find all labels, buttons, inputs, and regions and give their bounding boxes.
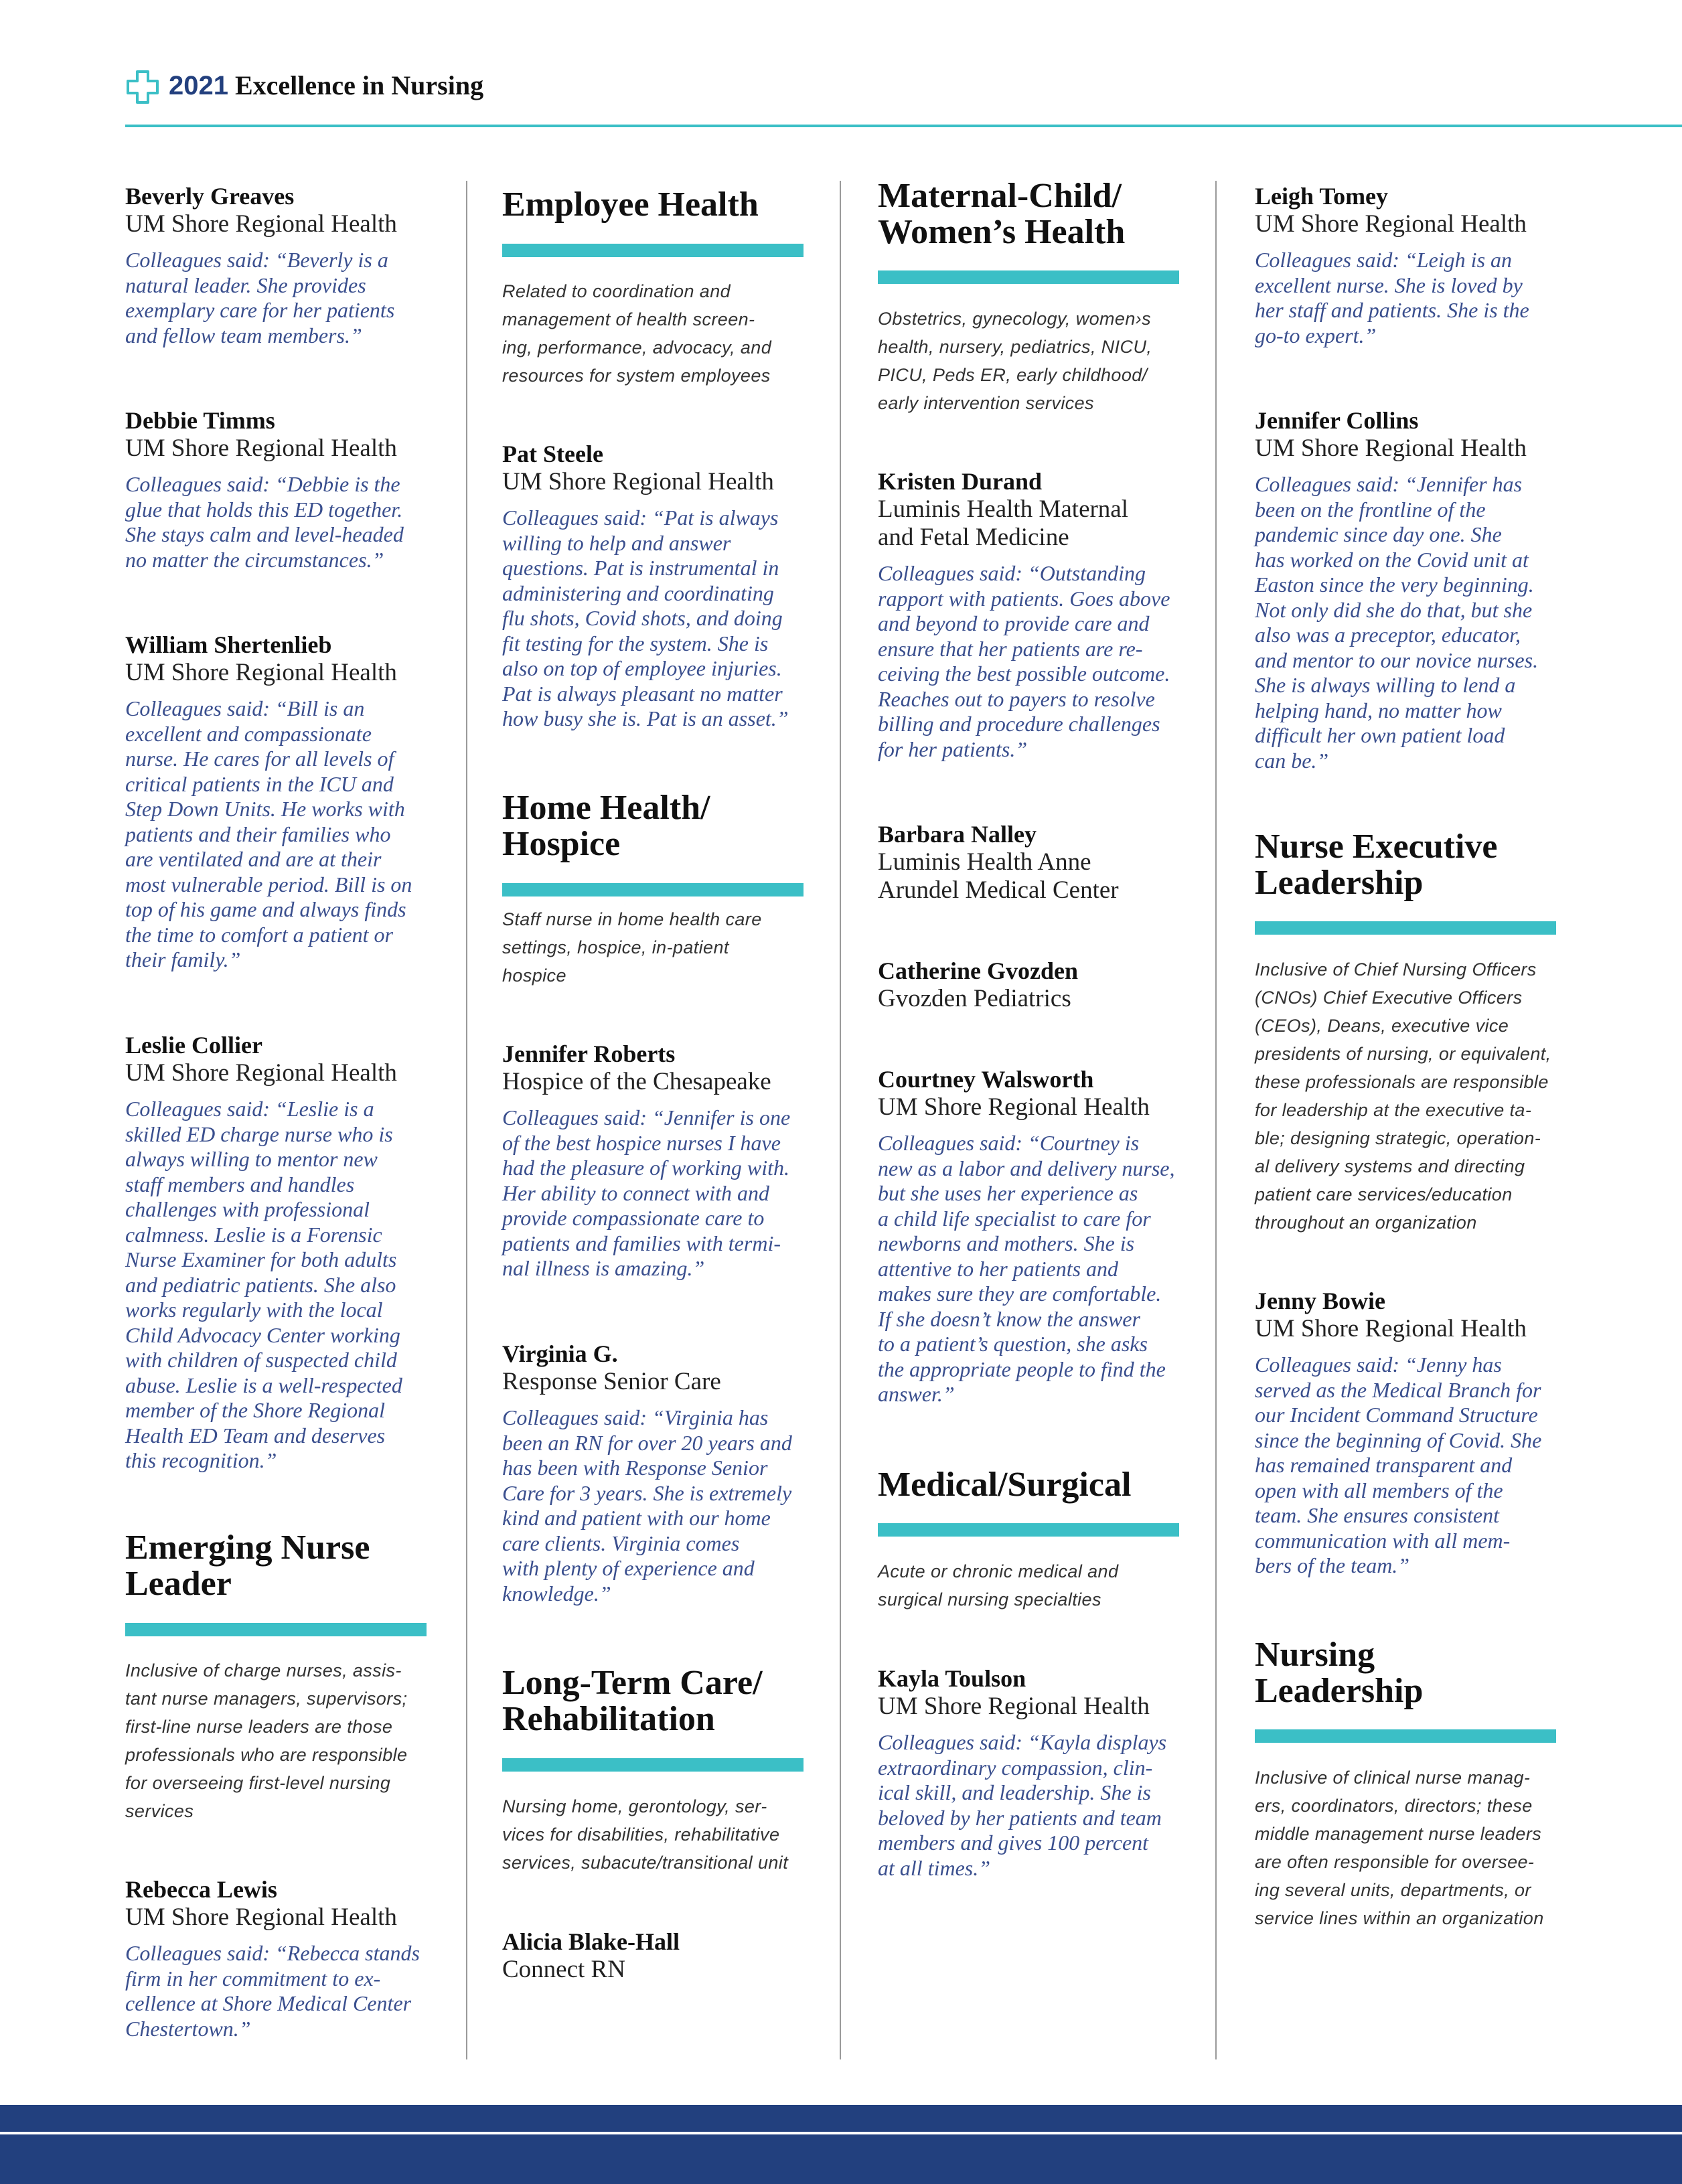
footer-band <box>0 2105 1682 2132</box>
honoree-org: Gvozden Pediatrics <box>878 985 1071 1012</box>
honoree-org: UM Shore Regional Health <box>878 1093 1150 1121</box>
honoree-entry <box>502 440 789 732</box>
honoree-name: Beverly Greaves <box>125 183 295 210</box>
honoree-entry <box>1255 182 1529 348</box>
category-bar <box>878 270 1179 284</box>
column-divider <box>1215 181 1217 2059</box>
honoree-name: Kristen Durand <box>878 468 1043 495</box>
honoree-entry <box>878 957 1078 1013</box>
honoree-name: Pat Steele <box>502 441 603 467</box>
honoree-name: William Shertenlieb <box>125 631 332 658</box>
category-bar <box>502 244 804 257</box>
honoree-quote: Colleagues said: “Kayla displays extraordinary compassion, clin- ical skill, and leadership. She is beloved by her patients and team members and gives 100 percent at all times.” <box>878 1730 1167 1880</box>
honoree-org: UM Shore Regional Health <box>502 468 774 495</box>
honoree-org: Luminis Health Anne Arundel Medical Center <box>878 848 1119 904</box>
category-heading: Nursing Leadership <box>1255 1636 1424 1710</box>
honoree-org: UM Shore Regional Health <box>1255 435 1527 462</box>
honoree-name: Barbara Nalley <box>878 821 1037 848</box>
category-heading: Emerging Nurse Leader <box>125 1529 370 1603</box>
honoree-entry <box>502 1340 792 1606</box>
category-description: Inclusive of Chief Nursing Officers (CNOs) Chief Executive Officers (CEOs), Deans, executive vice presidents of nursing, or equivalent, these professionals are responsible for leadership at the executive ta- ble; designing strategic, operation- al delivery systems and directing patient care services/education throughout an organization <box>1255 959 1551 1233</box>
honoree-org: UM Shore Regional Health <box>125 1059 397 1087</box>
honoree-entry <box>502 1040 790 1281</box>
category-heading: Maternal-Child/ Women’s Health <box>878 177 1126 251</box>
honoree-quote: Colleagues said: “Outstanding rapport with patients. Goes above and beyond to provide care and ensure that her patients are re- ceiving the best possible outcome. Reaches out to payers to resolve billing and procedure challenges for her patients.” <box>878 561 1170 761</box>
honoree-entry <box>1255 1287 1541 1579</box>
honoree-name: Virginia G. <box>502 1340 618 1367</box>
page-title <box>169 70 483 101</box>
honoree-quote: Colleagues said: “Bill is an excellent and compassionate nurse. He cares for all levels of critical patients in the ICU and Step Down Units. He works with patients and their families who are ventilated and are at their most vulnerable period. Bill is on top of his game and always finds the time to comfort a patient or their family.” <box>125 696 412 971</box>
category-description: Acute or chronic medical and surgical nursing specialties <box>878 1561 1119 1610</box>
category-bar <box>502 883 804 896</box>
honoree-name: Leslie Collier <box>125 1032 262 1059</box>
title-text: Excellence in Nursing <box>234 70 484 100</box>
honoree-name: Courtney Walsworth <box>878 1066 1094 1093</box>
footer-band-lower <box>0 2134 1682 2184</box>
honoree-org: UM Shore Regional Health <box>1255 210 1527 238</box>
honoree-entry <box>878 1065 1175 1407</box>
category-heading: Nurse Executive Leadership <box>1255 828 1498 902</box>
honoree-org: Hospice of the Chesapeake <box>502 1068 771 1095</box>
honoree-quote: Colleagues said: “Pat is always willing to help and answer questions. Pat is instrumental in administering and coordinating flu shots, Covid shots, and doing fit testing for the system. She is also on top of employee injuries. Pat is always pleasant no matter how busy she is. Pat is an asset.” <box>502 505 789 730</box>
honoree-name: Rebecca Lewis <box>125 1876 277 1903</box>
honoree-entry <box>125 631 412 973</box>
honoree-org: UM Shore Regional Health <box>125 210 397 238</box>
category-heading: Long-Term Care/ Rehabilitation <box>502 1664 763 1738</box>
honoree-entry <box>125 182 397 348</box>
honoree-org: Connect RN <box>502 1956 625 1983</box>
honoree-quote: Colleagues said: “Jennifer has been on the frontline of the pandemic since day one. She has worked on the Covid unit at Easton since the very beginning. Not only did she do that, but she also was a preceptor, educator, and mentor to our novice nurses. She is always willing to lend a helping hand, no matter how difficult her own patient load can be.” <box>1255 472 1539 773</box>
honoree-name: Kayla Toulson <box>878 1665 1026 1692</box>
category-heading: Home Health/ Hospice <box>502 789 710 863</box>
category-bar <box>502 1758 804 1772</box>
honoree-quote: Colleagues said: “Beverly is a natural leader. She provides exemplary care for her patients and fellow team members.” <box>125 248 395 347</box>
honoree-quote: Colleagues said: “Leslie is a skilled ED charge nurse who is always willing to mentor new staff members and handles challenges with professional calmness. Leslie is a Forensic Nurse Examiner for both adults and pediatric patients. She also works regularly with the local Child Advocacy Center working with children of suspected child abuse. Leslie is a well-respected member of the Shore Regional Health ED Team and deserves this recognition.” <box>125 1097 402 1472</box>
honoree-quote: Colleagues said: “Courtney is new as a labor and delivery nurse, but she uses her experience as a child life specialist to care for newborns and mothers. She is attentive to her patients and makes sure they are comfortable. If she doesn’t know the answer to a patient’s question, she asks the appropriate people to find the answer.” <box>878 1131 1175 1406</box>
category-description: Inclusive of clinical nurse manag- ers, coordinators, directors; these middle management nurse leaders are often responsible for oversee- ing several units, departments, or service lines within an organization <box>1255 1768 1544 1928</box>
category-bar <box>1255 921 1556 935</box>
column-divider <box>840 181 841 2059</box>
honoree-quote: Colleagues said: “Virginia has been an RN for over 20 years and has been with Response Senior Care for 3 years. She is extremely kind and patient with our home care clients. Virginia comes with plenty of experience and knowledge.” <box>502 1405 792 1606</box>
honoree-name: Jennifer Roberts <box>502 1040 676 1067</box>
honoree-org: Response Senior Care <box>502 1368 721 1395</box>
honoree-org: UM Shore Regional Health <box>1255 1315 1527 1342</box>
honoree-name: Catherine Gvozden <box>878 957 1078 984</box>
honoree-quote: Colleagues said: “Leigh is an excellent nurse. She is loved by her staff and patients. She is the go-to expert.” <box>1255 248 1529 347</box>
category-description: Nursing home, gerontology, ser- vices for disabilities, rehabilitative services, subacute/transitional unit <box>502 1796 789 1873</box>
header-rule <box>125 125 1682 127</box>
honoree-name: Jenny Bowie <box>1255 1288 1386 1314</box>
honoree-entry <box>502 1928 680 1984</box>
category-description: Related to coordination and management of health screen- ing, performance, advocacy, and resources for system employees <box>502 281 772 386</box>
column-divider <box>466 181 467 2059</box>
honoree-quote: Colleagues said: “Rebecca stands firm in her commitment to ex- cellence at Shore Medical Center Chestertown.” <box>125 1941 420 2041</box>
honoree-quote: Colleagues said: “Jenny has served as the Medical Branch for our Incident Command Structure since the beginning of Covid. She has remained transparent and open with all members of the team. She ensures consistent communication with all mem- bers of the team.” <box>1255 1352 1542 1577</box>
title-year: 2021 <box>169 71 228 100</box>
honoree-name: Alicia Blake-Hall <box>502 1928 680 1955</box>
medical-cross-icon <box>126 70 159 104</box>
category-description: Staff nurse in home health care settings, hospice, in-patient hospice <box>502 909 762 986</box>
honoree-quote: Colleagues said: “Debbie is the glue that holds this ED together. She stays calm and level-headed no matter the circumstances.” <box>125 472 404 572</box>
category-heading: Medical/Surgical <box>878 1466 1132 1504</box>
category-description: Obstetrics, gynecology, women›s health, nursery, pediatrics, NICU, PICU, Peds ER, early childhood/ early intervention services <box>878 309 1152 413</box>
honoree-entry <box>1255 406 1538 773</box>
honoree-entry <box>878 467 1170 762</box>
category-bar <box>125 1623 427 1636</box>
honoree-quote: Colleagues said: “Jennifer is one of the best hospice nurses I have had the pleasure of working with. Her ability to connect with and provide compassionate care to patients and families with termi- nal illness is amazing.” <box>502 1105 791 1280</box>
honoree-name: Jennifer Collins <box>1255 407 1419 434</box>
honoree-entry <box>125 1875 420 2041</box>
honoree-name: Debbie Timms <box>125 407 275 434</box>
honoree-org: UM Shore Regional Health <box>125 659 397 686</box>
honoree-entry <box>878 820 1119 905</box>
category-heading: Employee Health <box>502 185 759 224</box>
honoree-org: UM Shore Regional Health <box>878 1693 1150 1720</box>
honoree-entry <box>125 1031 402 1474</box>
honoree-entry <box>125 406 404 572</box>
honoree-org: UM Shore Regional Health <box>125 435 397 462</box>
honoree-org: Luminis Health Maternal and Fetal Medicine <box>878 495 1129 551</box>
category-bar <box>878 1523 1179 1537</box>
honoree-name: Leigh Tomey <box>1255 183 1389 210</box>
honoree-entry <box>878 1664 1166 1881</box>
honoree-org: UM Shore Regional Health <box>125 1903 397 1931</box>
category-bar <box>1255 1729 1556 1743</box>
category-description: Inclusive of charge nurses, assis- tant nurse managers, supervisors; first-line nurse leaders are those professionals who are responsible for overseeing first-level nursing services <box>125 1660 408 1821</box>
